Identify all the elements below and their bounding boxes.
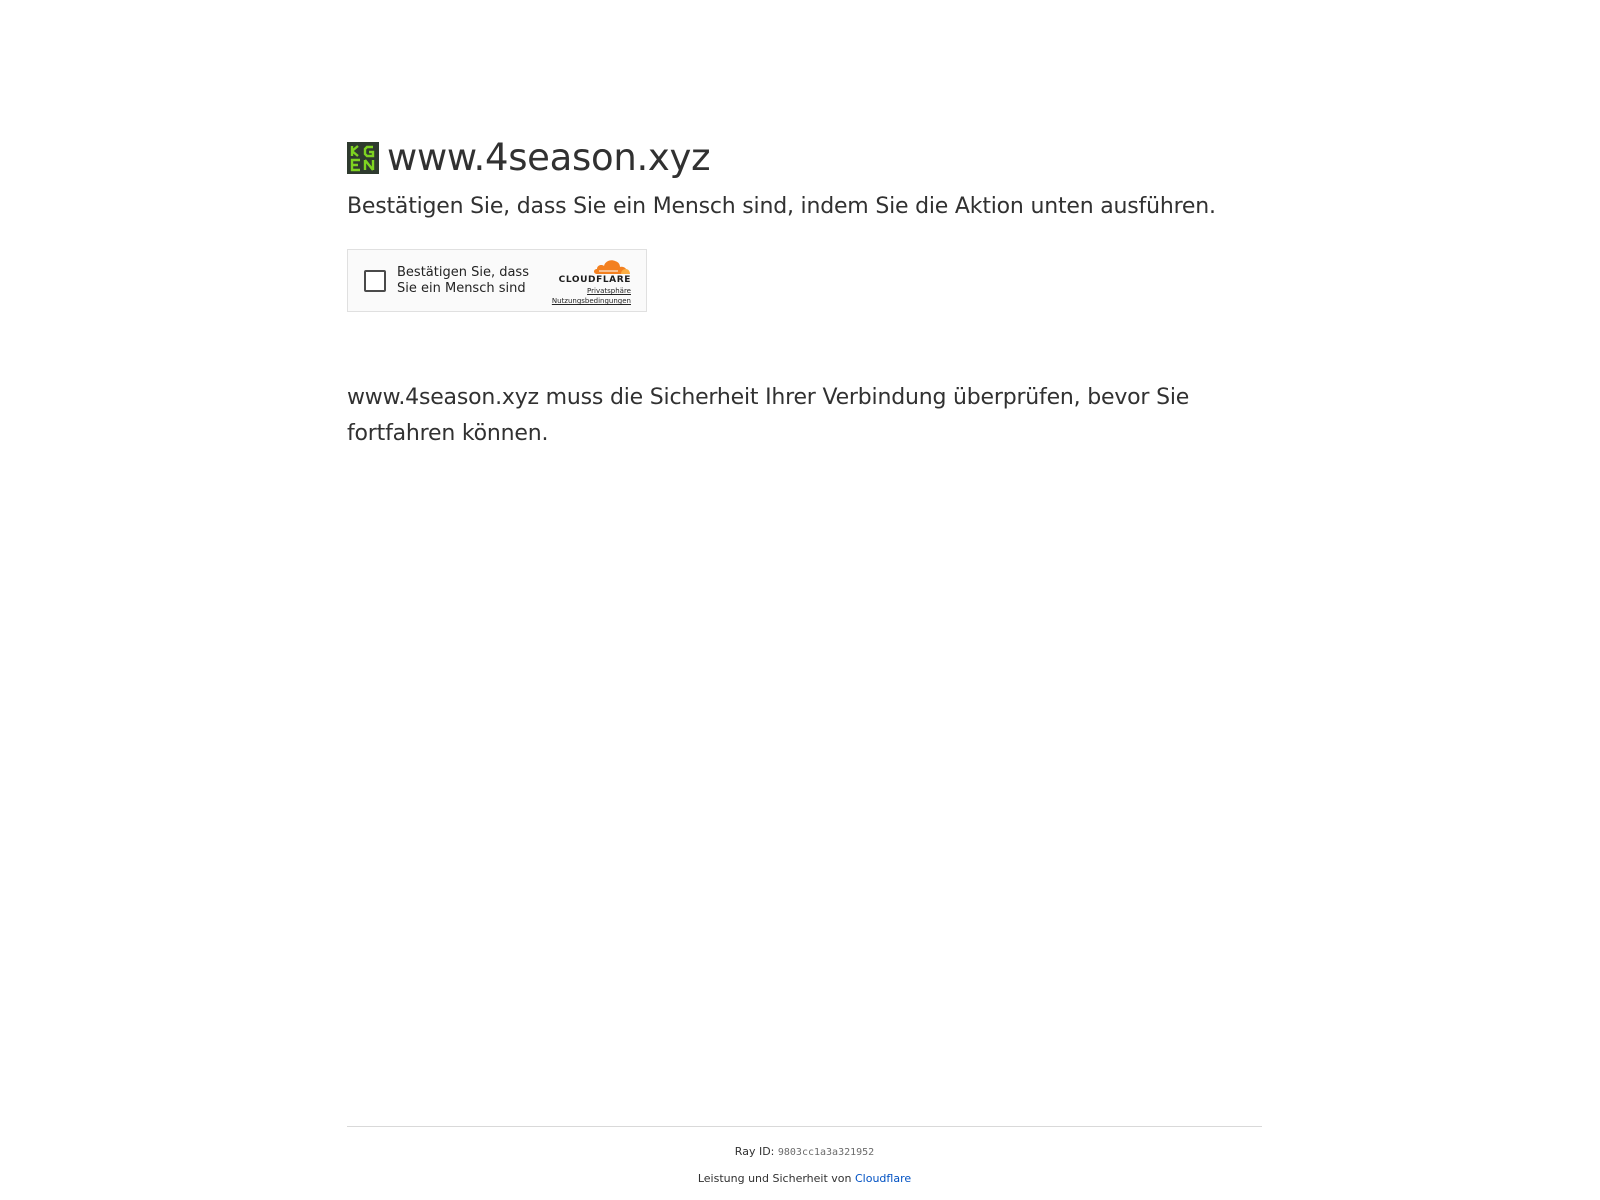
ray-id-line (347, 1145, 1262, 1160)
verify-human-label[interactable]: Bestätigen Sie, dass Sie ein Mensch sind (397, 265, 529, 296)
footer (347, 1126, 1262, 1186)
terms-link[interactable]: Nutzungsbedingungen (551, 297, 631, 305)
ray-id-label: Ray ID: (734, 1145, 775, 1158)
site-header (347, 136, 1267, 180)
verify-human-checkbox[interactable] (364, 270, 386, 292)
performance-line (347, 1172, 1262, 1186)
cloudflare-wordmark: CLOUDFLARE (558, 275, 631, 285)
privacy-link[interactable]: Privatsphäre (587, 287, 631, 295)
ray-id-value: 9803cc1a3a321952 (777, 1147, 875, 1158)
site-logo-icon (347, 142, 379, 174)
main-content (347, 136, 1267, 452)
cloudflare-cloud-icon (591, 256, 631, 276)
cloudflare-link[interactable]: Cloudflare (854, 1172, 912, 1185)
human-verification-widget (347, 249, 647, 312)
cloudflare-branding (531, 256, 631, 306)
connection-notice: www.4season.xyz muss die Sicherheit Ihrer Verbindung überprüfen, bevor Sie fortfahren können. (347, 385, 1190, 446)
performance-text: Leistung und Sicherheit von (697, 1172, 852, 1185)
instruction-text: Bestätigen Sie, dass Sie ein Mensch sind, indem Sie die Aktion unten ausführen. (347, 194, 1216, 219)
site-title: www.4season.xyz (387, 136, 711, 179)
